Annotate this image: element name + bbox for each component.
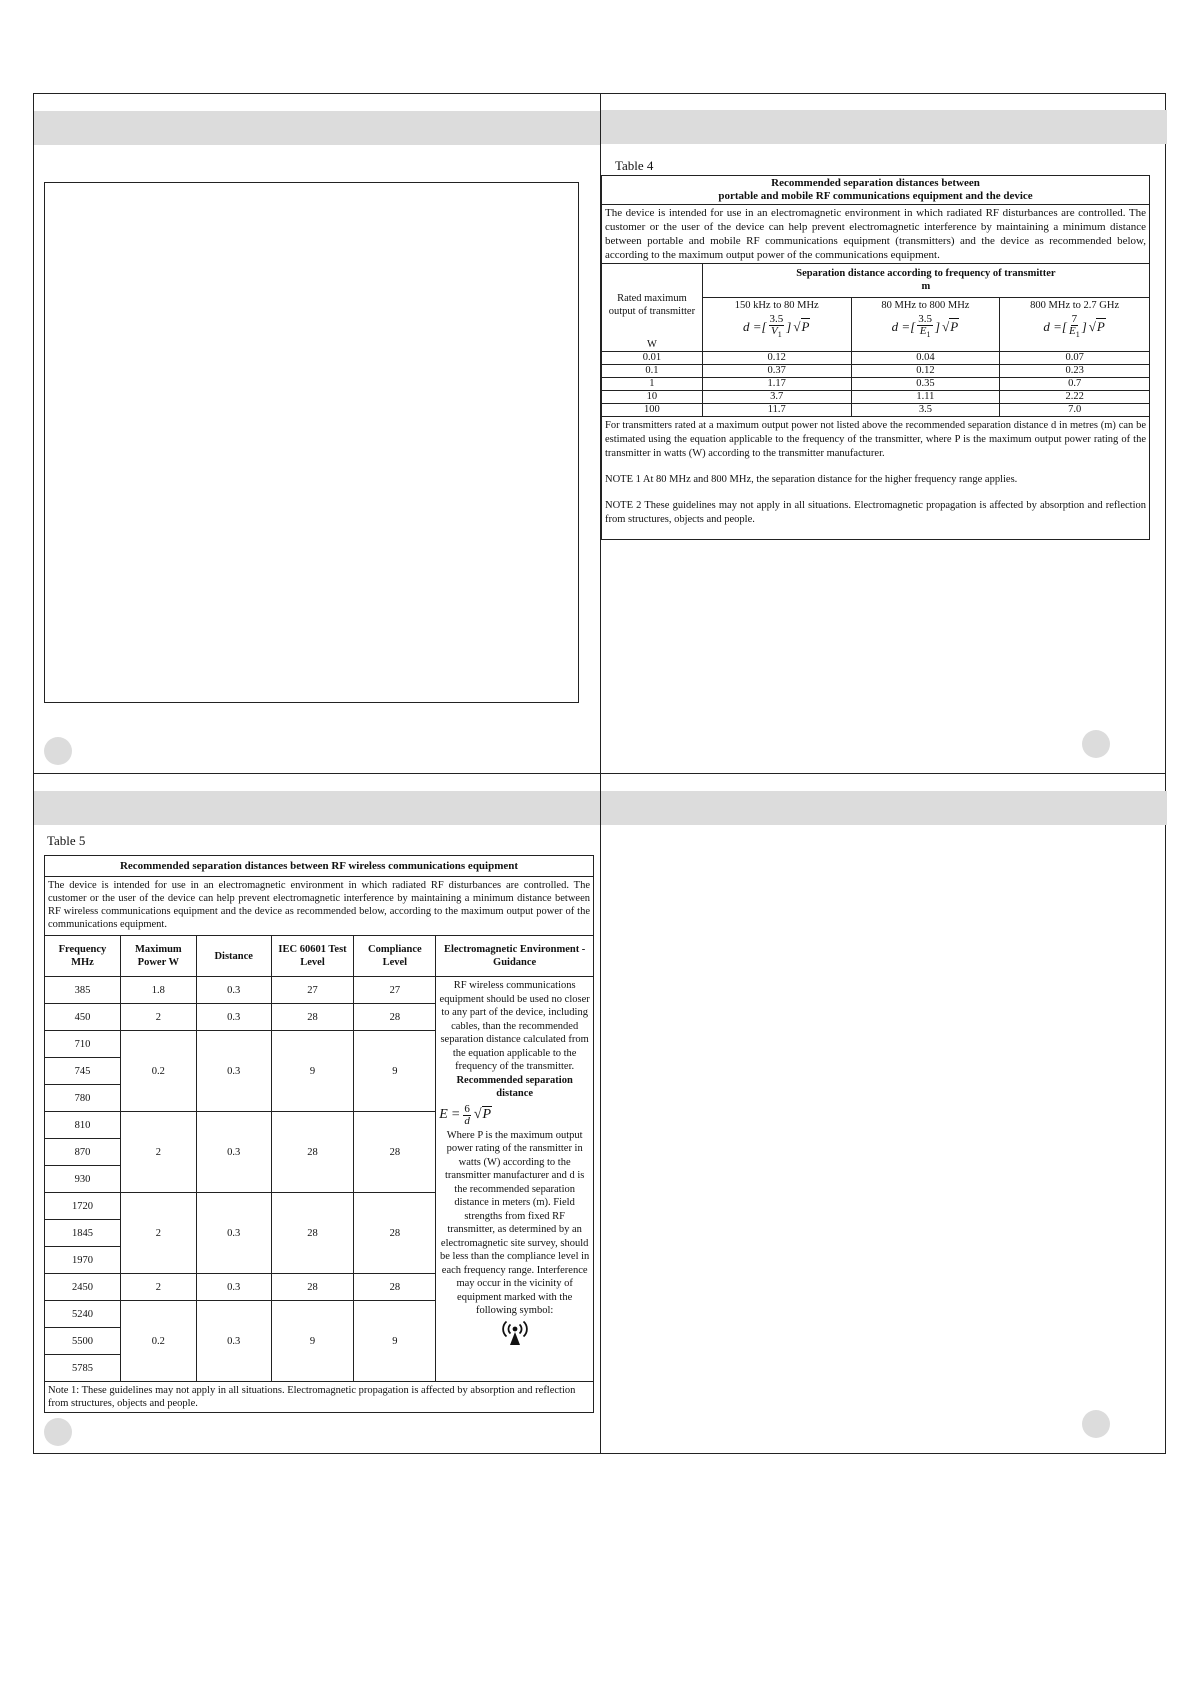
frequency-cell: 930 <box>45 1166 121 1193</box>
em-guidance-cell <box>436 977 594 1382</box>
table5 <box>44 855 594 1413</box>
compliance-cell: 9 <box>354 1301 436 1382</box>
compliance-cell: 28 <box>354 1193 436 1274</box>
frequency-cell: 810 <box>45 1112 121 1139</box>
distance-cell: 0.12 <box>702 352 851 365</box>
power-cell: 2 <box>120 1112 196 1193</box>
compliance-cell: 28 <box>354 1004 436 1031</box>
page-number-circle <box>44 737 72 765</box>
table5-intro: The device is intended for use in an electromagnetic environment in which radiated RF disturbances are controlled. The customer or the user of the device can help prevent electromagnetic interference by maintaining a minimum distance between RF wireless communications equipment and the device as recommended below, according to the maximum output power of the communications equipment. <box>45 877 594 936</box>
distance-cell: 0.23 <box>1000 365 1150 378</box>
distance-cell: 0.3 <box>196 1112 271 1193</box>
table-row <box>602 378 1150 391</box>
distance-cell: 0.7 <box>1000 378 1150 391</box>
table5-caption: Table 5 <box>47 833 86 848</box>
frequency-cell: 745 <box>45 1058 121 1085</box>
rated-power-cell: 10 <box>602 391 703 404</box>
frequency-cell: 780 <box>45 1085 121 1112</box>
table4 <box>601 175 1150 540</box>
power-cell: 2 <box>120 1274 196 1301</box>
test-cell: 9 <box>271 1031 354 1112</box>
frequency-band-header: 150 kHz to 80 MHz d =[ $\frac{3.5}{V_1}$ ] √P <box>702 297 851 351</box>
table4-caption: Table 4 <box>615 158 654 173</box>
distance-cell: 1.17 <box>702 378 851 391</box>
distance-cell: 0.3 <box>196 1193 271 1274</box>
rf-radiation-icon <box>439 1320 590 1351</box>
frequency-cell: 870 <box>45 1139 121 1166</box>
blank-content-frame <box>44 182 579 703</box>
rated-power-cell: 0.01 <box>602 352 703 365</box>
table-row <box>45 977 594 1004</box>
power-cell: 2 <box>120 1004 196 1031</box>
rated-power-cell: 1 <box>602 378 703 391</box>
page-number-circle <box>1082 730 1110 758</box>
frequency-cell: 5785 <box>45 1355 121 1382</box>
table4-intro: The device is intended for use in an electromagnetic environment in which radiated RF disturbances are controlled. The customer or the user of the device can help prevent electromagnetic interference by maintaining a minimum distance between portable and mobile RF communications equipment (transmitters) and the device as recommended below, according to the maximum output power of the communications equipment. <box>602 205 1150 264</box>
header-band-bottom-right <box>601 791 1167 825</box>
table5-title: Recommended separation distances between RF wireless communications equipment <box>45 856 594 877</box>
test-cell: 28 <box>271 1004 354 1031</box>
distance-cell: 0.3 <box>196 977 271 1004</box>
frequency-cell: 2450 <box>45 1274 121 1301</box>
frequency-cell: 1720 <box>45 1193 121 1220</box>
frequency-cell: 1970 <box>45 1247 121 1274</box>
frequency-cell: 1845 <box>45 1220 121 1247</box>
distance-cell: 0.3 <box>196 1004 271 1031</box>
distance-cell: 2.22 <box>1000 391 1150 404</box>
frequency-cell: 710 <box>45 1031 121 1058</box>
table-row <box>602 404 1150 417</box>
header-band-bottom-left <box>34 791 600 825</box>
frequency-cell: 5500 <box>45 1328 121 1355</box>
page-number-circle <box>1082 1410 1110 1438</box>
distance-cell: 0.3 <box>196 1301 271 1382</box>
power-cell: 0.2 <box>120 1031 196 1112</box>
page-number-circle <box>44 1418 72 1446</box>
distance-cell: 0.35 <box>851 378 1000 391</box>
power-cell: 0.2 <box>120 1301 196 1382</box>
test-cell: 9 <box>271 1301 354 1382</box>
distance-cell: 7.0 <box>1000 404 1150 417</box>
header-test-level: IEC 60601 Test Level <box>271 936 354 977</box>
rated-power-cell: 100 <box>602 404 703 417</box>
rated-power-cell: 0.1 <box>602 365 703 378</box>
test-cell: 28 <box>271 1112 354 1193</box>
compliance-cell: 28 <box>354 1112 436 1193</box>
frequency-cell: 385 <box>45 977 121 1004</box>
power-cell: 2 <box>120 1193 196 1274</box>
table-row <box>602 365 1150 378</box>
separation-distance-header: Separation distance according to frequency of transmitter m <box>702 264 1149 298</box>
header-em-guidance: Electromagnetic Environment - Guidance <box>436 936 594 977</box>
guidance-bottom-text: Where P is the maximum output power rating of the ransmitter in watts (W) according to the transmitter manufacturer and d is the recommended separation distance in meters (m). Field strengths from fixed RF transmitter, as determined by an electromagnetic site survey, should be less than the compliance level in each frequency range. Interference may occur in the vicinity of equipment marked with the following symbol: <box>440 1129 590 1316</box>
field-strength-formula: E = $\frac{6}{d}$ √P <box>439 1102 492 1127</box>
header-band-top-right <box>601 110 1167 144</box>
test-cell: 28 <box>271 1193 354 1274</box>
distance-cell: 0.07 <box>1000 352 1150 365</box>
header-max-power: Maximum Power W <box>120 936 196 977</box>
table-row <box>602 391 1150 404</box>
distance-cell: 0.3 <box>196 1274 271 1301</box>
header-compliance-level: Compliance Level <box>354 936 436 977</box>
distance-cell: 1.11 <box>851 391 1000 404</box>
guidance-top-text: RF wireless communications equipment should be used no closer to any part of the device, including cables, than the recommended separation distance calculated from the equation applicable to the frequency of the transmitter. <box>439 980 590 1072</box>
distance-cell: 0.04 <box>851 352 1000 365</box>
test-cell: 28 <box>271 1274 354 1301</box>
guidance-bold-text: Recommended separation distance <box>456 1074 573 1099</box>
header-distance: Distance <box>196 936 271 977</box>
power-cell: 1.8 <box>120 977 196 1004</box>
frequency-band-header: 80 MHz to 800 MHz d =[ $\frac{3.5}{E_1}$ ] √P <box>851 297 1000 351</box>
compliance-cell: 27 <box>354 977 436 1004</box>
table-row <box>602 352 1150 365</box>
header-frequency: Frequency MHz <box>45 936 121 977</box>
distance-cell: 0.37 <box>702 365 851 378</box>
compliance-cell: 28 <box>354 1274 436 1301</box>
distance-cell: 0.12 <box>851 365 1000 378</box>
distance-cell: 0.3 <box>196 1031 271 1112</box>
distance-cell: 11.7 <box>702 404 851 417</box>
header-band-top-left <box>34 111 600 145</box>
frequency-cell: 5240 <box>45 1301 121 1328</box>
horizontal-divider <box>34 773 1165 774</box>
rated-output-header: Rated maximum output of transmitter W <box>602 264 703 352</box>
separation-formula: d =[ $\frac{3.5}{V_1}$ ] √P <box>742 312 810 340</box>
test-cell: 27 <box>271 977 354 1004</box>
separation-formula: d =[ $\frac{7}{E_1}$ ] √P <box>1043 312 1105 340</box>
frequency-cell: 450 <box>45 1004 121 1031</box>
table5-note: Note 1: These guidelines may not apply in all situations. Electromagnetic propagation is affected by absorption and reflection from structures, objects and people. <box>45 1382 594 1413</box>
table4-title: Recommended separation distances between portable and mobile RF communications equipment and the device <box>602 176 1150 205</box>
table4-footer: For transmitters rated at a maximum output power not listed above the recommended separation distance d in metres (m) can be estimated using the equation applicable to the frequency of the transmitter, where P is the maximum output power rating of the transmitter in watts (W) according to the transmitter manufacturer. NOTE 1 At 80 MHz and 800 MHz, the separation distance for the higher frequency range applies. NOTE 2 These guidelines may not apply in all situations. Electromagnetic propagation is affected by absorption and reflection from structures, objects and people. <box>602 417 1150 540</box>
distance-cell: 3.5 <box>851 404 1000 417</box>
compliance-cell: 9 <box>354 1031 436 1112</box>
distance-cell: 3.7 <box>702 391 851 404</box>
separation-formula: d =[ $\frac{3.5}{E_1}$ ] √P <box>891 312 959 340</box>
frequency-band-header: 800 MHz to 2.7 GHz d =[ $\frac{7}{E_1}$ ] √P <box>1000 297 1150 351</box>
